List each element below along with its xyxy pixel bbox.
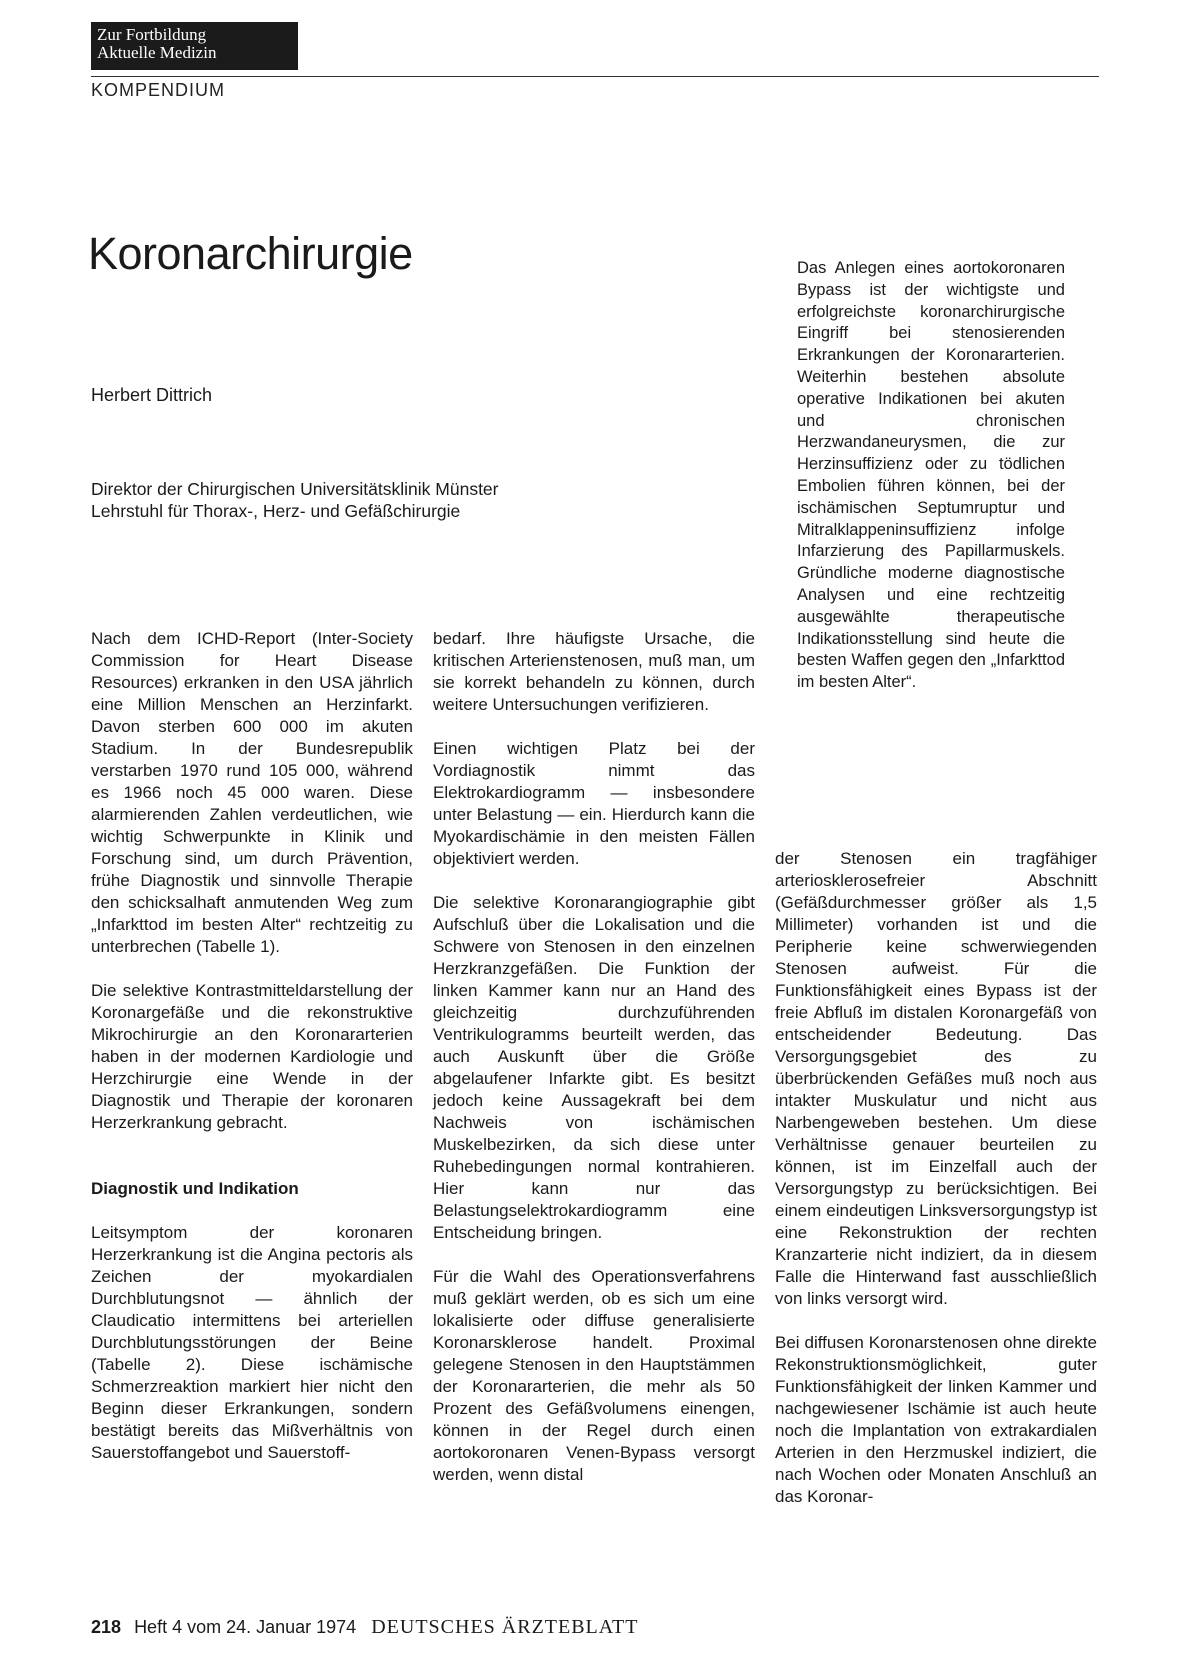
body-column-3 (775, 848, 1097, 1508)
page-number: 218 (91, 1617, 122, 1637)
badge-line-2: Aktuelle Medizin (97, 43, 217, 62)
affiliation-line-1: Direktor der Chirurgischen Universitätsklinik Münster (91, 479, 499, 499)
header-rule (91, 76, 1099, 77)
paragraph: Die selektive Kontrastmitteldarstellung der Koronargefäße und die rekonstruktive Mikrochirurgie an den Koronararterien haben in der modernen Kardiologie und Herzchirurgie eine Wende in der Diagnostik und Therapie der koronaren Herzerkrankung gebracht. (91, 981, 413, 1132)
author-affiliation (91, 478, 499, 522)
issue-info: Heft 4 vom 24. Januar 1974 (134, 1617, 357, 1637)
paragraph: bedarf. Ihre häufigste Ursache, die kritischen Arterienstenosen, muß man, um sie korrekt behandeln zu können, durch weitere Untersuchungen verifizieren. (433, 629, 755, 714)
paragraph: Einen wichtigen Platz bei der Vordiagnostik nimmt das Elektrokardiogramm — insbesondere unter Belastung — ein. Hierdurch kann die Myokardischämie in den meisten Fällen objektiviert werden. (433, 739, 755, 868)
paragraph: Für die Wahl des Operationsverfahrens muß geklärt werden, ob es sich um eine lokalisierte oder diffuse generalisierte Koronarsklerose handelt. Proximal gelegene Stenosen in den Hauptstämmen der Koronararterien, die mehr als 50 Prozent des Gefäßvolumens einengen, können in der Regel durch einen aortokoronaren Venen-Bypass versorgt werden, wenn distal (433, 1267, 755, 1484)
article-title: Koronarchirurgie (88, 228, 413, 279)
paragraph: der Stenosen ein tragfähiger arteriosklerosefreier Abschnitt (Gefäßdurchmesser größer als 1,5 Millimeter) vorhanden ist und die Peripherie keine schwerwiegenden Stenosen aufweist. Für die Funktionsfähigkeit eines Bypass ist der freie Abfluß im distalen Koronargefäß von entscheidender Bedeutung. Das Versorgungsgebiet des zu überbrückenden Gefäßes muß noch aus intakter Muskulatur und nicht aus Narbengeweben bestehen. Um diese Verhältnisse genauer beurteilen zu können, ist im Einzelfall auch der Versorgungstyp zu berücksichtigen. Bei einem eindeutigen Linksversorgungstyp ist eine Rekonstruktion der rechten Kranzarterie nicht indiziert, da in diesem Falle die Hinterwand fast ausschließlich von links versorgt wird. (775, 849, 1097, 1308)
journal-name: DEUTSCHES ÄRZTEBLATT (371, 1616, 639, 1638)
paragraph: Die selektive Koronarangiographie gibt Aufschluß über die Lokalisation und die Schwere von Stenosen in den einzelnen Herzkranzgefäßen. Die Funktion der linken Kammer kann nur an Hand des gleichzeitig durchzuführenden Ventrikulogramms beurteilt werden, das auch Auskunft über die Größe abgelaufener Infarkte gibt. Es besitzt jedoch keine Aussagekraft bei dem Nachweis von ischämischen Muskelbezirken, da sich diese unter Ruhebedingungen normal kontrahieren. Hier kann nur das Belastungselektrokardiogramm eine Entscheidung bringen. (433, 893, 755, 1242)
rubric-label: KOMPENDIUM (91, 80, 226, 100)
abstract-column (797, 258, 1065, 694)
author-name: Herbert Dittrich (91, 385, 213, 405)
section-heading: Diagnostik und Indikation (91, 1179, 299, 1198)
paragraph: Nach dem ICHD-Report (Inter-Society Commission for Heart Disease Resources) erkranken in den USA jährlich eine Million Menschen an Herzinfarkt. Davon sterben 600 000 im akuten Stadium. In der Bundesrepublik verstarben 1970 rund 105 000, während es 1966 noch 45 000 waren. Diese alarmierenden Zahlen verdeutlichen, wie wichtig Schwerpunkte in Klinik und Forschung sind, um durch Prävention, frühe Diagnostik und sinnvolle Therapie den schicksalhaft anmutenden Weg zum „Infarkttod im besten Alter“ rechtzeitig zu unterbrechen (Tabelle 1). (91, 629, 413, 956)
abstract-text: Das Anlegen eines aortokoronaren Bypass ist der wichtigste und erfolgreichste koronarchirurgische Eingriff bei stenosierenden Erkrankungen der Koronararterien. Weiterhin bestehen absolute operative Indikationen bei akuten und chronischen Herzwandaneurysmen, die zur Herzinsuffizienz oder zu tödlichen Embolien führen können, bei der ischämischen Septumruptur und Mitralklappeninsuffizienz infolge Infarzierung des Papillarmuskels. Gründliche moderne diagnostische Analysen und eine rechtzeitig ausgewählte therapeutische Indikationsstellung sind heute die besten Waffen gegen den „Infarkttod im besten Alter“. (797, 259, 1065, 692)
paragraph: Bei diffusen Koronarstenosen ohne direkte Rekonstruktionsmöglichkeit, guter Funktionsfähigkeit der linken Kammer und nachgewiesener Ischämie ist auch heute noch die Implantation von extrakardialen Arterien in den Herzmuskel indiziert, die nach Wochen oder Monaten Anschluß an das Koronar- (775, 1333, 1097, 1506)
affiliation-line-2: Lehrstuhl für Thorax-, Herz- und Gefäßchirurgie (91, 501, 461, 521)
badge-line-1: Zur Fortbildung (97, 25, 207, 44)
body-column-1 (91, 628, 413, 1464)
section-badge (91, 22, 298, 70)
page-footer (91, 1616, 638, 1639)
paragraph: Leitsymptom der koronaren Herzerkrankung ist die Angina pectoris als Zeichen der myokardialen Durchblutungsnot — ähnlich der Claudicatio intermittens bei arteriellen Durchblutungsstörungen der Beine (Tabelle 2). Diese ischämische Schmerzreaktion markiert hier nicht den Beginn dieser Erkrankungen, sondern bestätigt bereits das Mißverhältnis von Sauerstoffangebot und Sauerstoff- (91, 1223, 413, 1462)
body-column-2 (433, 628, 755, 1486)
